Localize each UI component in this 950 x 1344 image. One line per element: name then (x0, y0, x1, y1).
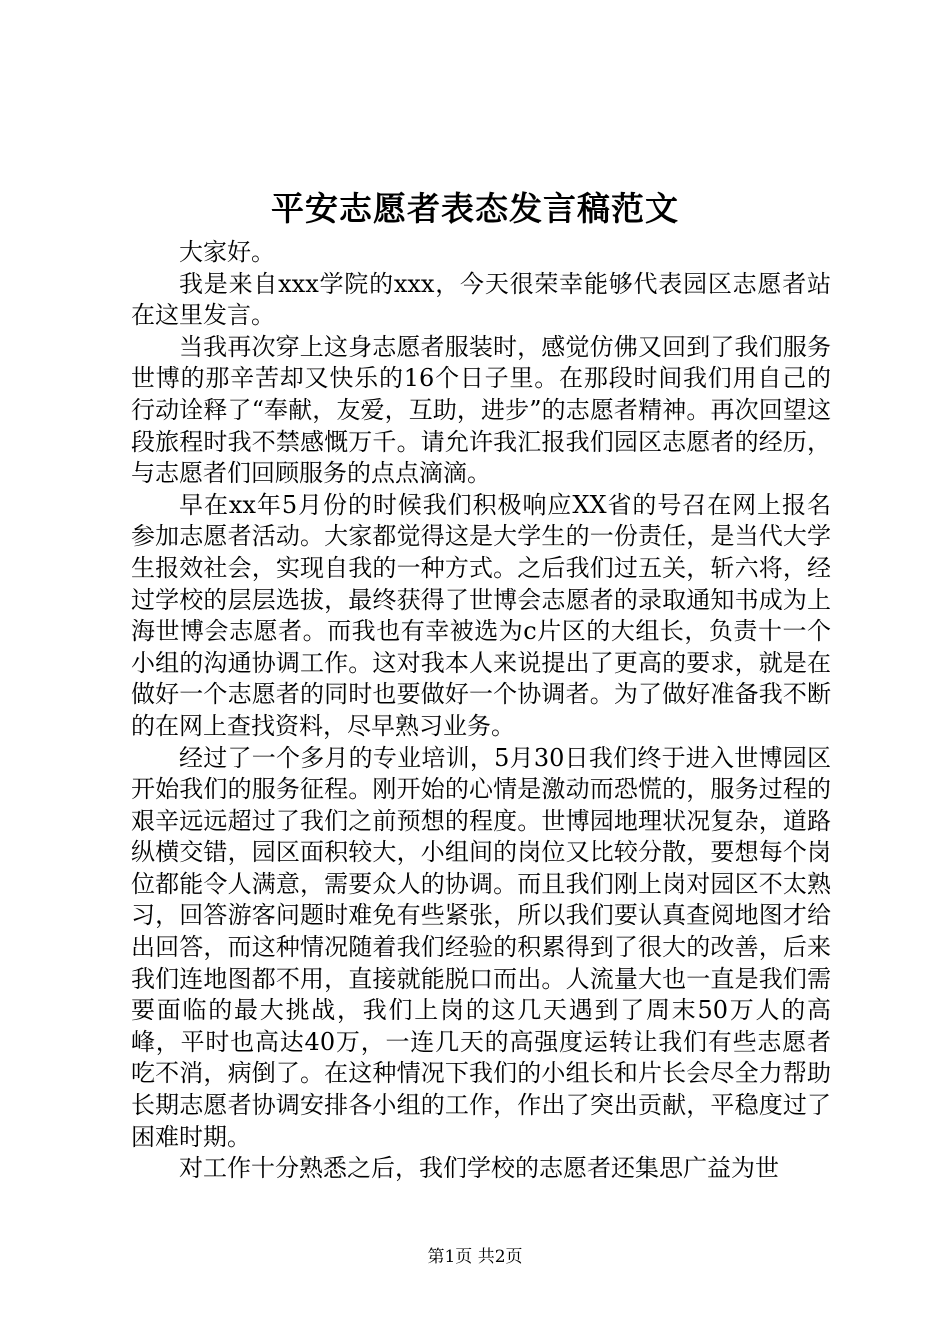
paragraph-registration: 早在xx年5月份的时候我们积极响应XX省的号召在网上报名参加志愿者活动。大家都觉得这是大学生的一份责任，是当代大学生报效社会，实现自我的一种方式。之后我们过五关，斩六将，经过学校的层层选拔，最终获得了世博会志愿者的录取通知书成为上海世博会志愿者。而我也有幸被选为c片区的大组长，负责十一个小组的沟通协调工作。这对我本人来说提出了更高的要求，就是在做好一个志愿者的同时也要做好一个协调者。为了做好准备我不断的在网上查找资料，尽早熟习业务。 (131, 490, 831, 740)
paragraph-continuation: 对工作十分熟悉之后，我们学校的志愿者还集思广益为世 (179, 1154, 779, 1183)
document-body (131, 237, 831, 1185)
document-title: 平安志愿者表态发言稿范文 (271, 189, 679, 228)
paragraph-service: 经过了一个多月的专业培训，5月30日我们终于进入世博园区开始我们的服务征程。刚开始的心情是激动而恐慌的，服务过程的艰辛远远超过了我们之前预想的程度。世博园地理状况复杂，道路纵横交错，园区面积较大，小组间的岗位又比较分散，要想每个岗位都能令人满意，需要众人的协调。而且我们刚上岗对园区不太熟习，回答游客问题时难免有些紧张，所以我们要认真查阅地图才给出回答，而这种情况随着我们经验的积累得到了很大的改善，后来我们连地图都不用，直接就能脱口而出。人流量大也一直是我们需要面临的最大挑战，我们上岗的这几天遇到了周末50万人的高峰，平时也高达40万，一连几天的高强度运转让我们有些志愿者吃不消，病倒了。在这种情况下我们的小组长和片长会尽全力帮助长期志愿者协调安排各小组的工作，作出了突出贡献，平稳度过了困难时期。 (131, 743, 831, 1151)
paragraph-greeting: 大家好。 (179, 238, 275, 266)
paragraph-memories: 当我再次穿上这身志愿者服装时，感觉仿佛又回到了我们服务世博的那辛苦却又快乐的16个日子里。在那段时间我们用自己的行动诠释了“奉献，友爱，互助，进步”的志愿者精神。再次回望这段旅程时我不禁感慨万千。请允许我汇报我们园区志愿者的经历，与志愿者们回顾服务的点点滴滴。 (131, 332, 831, 488)
page-number: 第1页 共2页 (427, 1247, 523, 1267)
paragraph-introduction: 我是来自xxx学院的xxx，今天很荣幸能够代表园区志愿者站在这里发言。 (131, 269, 831, 330)
